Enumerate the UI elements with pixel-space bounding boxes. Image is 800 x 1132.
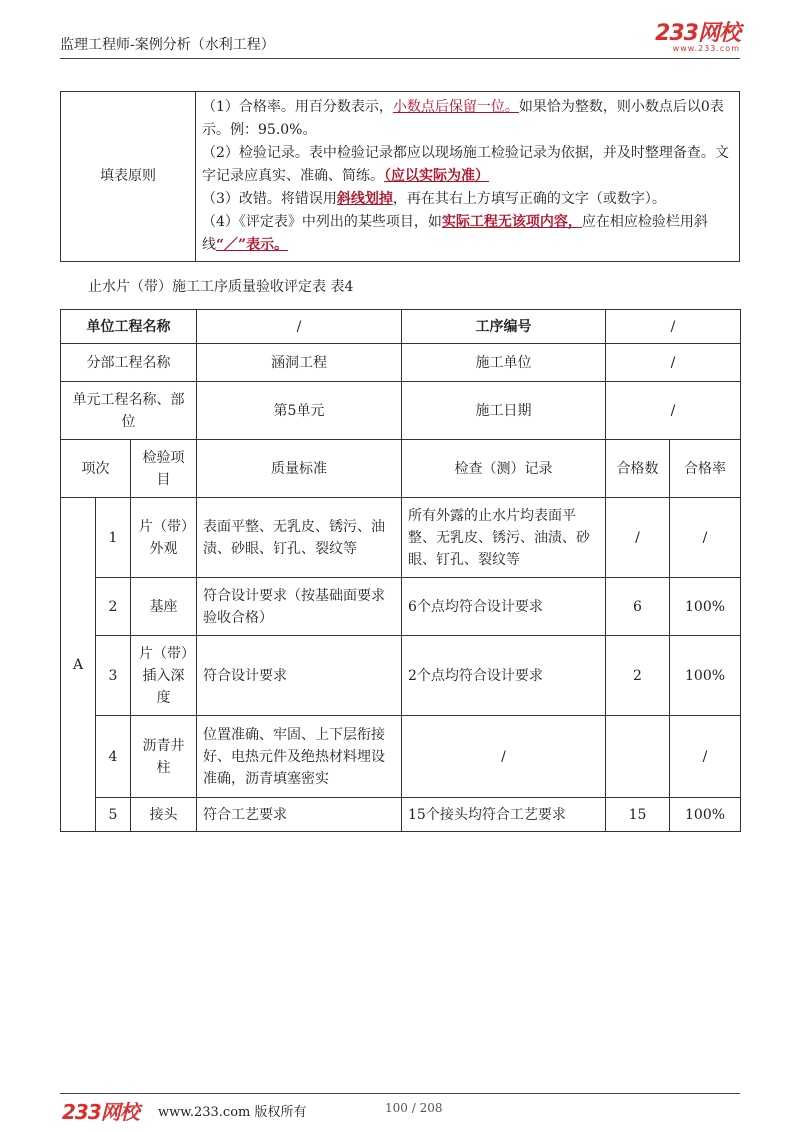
col-standard: 质量标准 bbox=[197, 440, 402, 498]
logo-text: 233网校 bbox=[655, 21, 740, 46]
principle-1: （1）合格率。用百分数表示，小数点后保留一位。如果恰为整数，则小数点后以0表示。例：95.0%。 bbox=[202, 99, 724, 138]
row-no: 5 bbox=[96, 798, 131, 832]
row-no: 4 bbox=[96, 716, 131, 798]
row-standard: 符合工艺要求 bbox=[197, 798, 402, 832]
row-record: 2个点均符合设计要求 bbox=[402, 636, 606, 716]
row-no: 3 bbox=[96, 636, 131, 716]
row-item: 基座 bbox=[131, 578, 197, 636]
footer-divider bbox=[60, 1093, 740, 1094]
principle-3: （3）改错。将错误用斜线划掉，再在其右上方填写正确的文字（或数字）。 bbox=[202, 191, 666, 207]
principles-content bbox=[196, 92, 740, 262]
fill-principles-table bbox=[60, 91, 740, 262]
row-item: 片（带）插入深度 bbox=[131, 636, 197, 716]
unit-value: / bbox=[197, 310, 402, 344]
date-label: 施工日期 bbox=[402, 382, 606, 440]
page-number: 100 / 208 bbox=[385, 1101, 443, 1115]
row-no: 1 bbox=[96, 498, 131, 578]
col-rate: 合格率 bbox=[670, 440, 741, 498]
row-qualified: / bbox=[606, 498, 670, 578]
principles-label: 填表原则 bbox=[61, 92, 196, 262]
info-row-element bbox=[61, 382, 741, 440]
brand-logo bbox=[655, 22, 740, 53]
info-row-division bbox=[61, 344, 741, 382]
table-caption: 止水片（带）施工工序质量验收评定表 表4 bbox=[88, 279, 354, 295]
row-item: 接头 bbox=[131, 798, 197, 832]
proc-value: / bbox=[606, 310, 741, 344]
row-standard: 符合设计要求 bbox=[197, 636, 402, 716]
footer-site: www.233.com 版权所有 bbox=[158, 1105, 307, 1120]
row-record: 所有外露的止水片均表面平整、无乳皮、锈污、油渍、砂眼、钉孔、裂纹等 bbox=[402, 498, 606, 578]
div-label: 分部工程名称 bbox=[61, 344, 197, 382]
row-rate: / bbox=[670, 498, 741, 578]
logo-url: www.233.com bbox=[672, 44, 740, 53]
unit-label: 单位工程名称 bbox=[61, 310, 197, 344]
column-header-row bbox=[61, 440, 741, 498]
row-standard: 位置准确、牢固、上下层衔接好、电热元件及绝热材料埋设准确，沥青填塞密实 bbox=[197, 716, 402, 798]
proc-label: 工序编号 bbox=[402, 310, 606, 344]
elem-label: 单元工程名称、部位 bbox=[61, 382, 197, 440]
row-no: 2 bbox=[96, 578, 131, 636]
row-qualified: 15 bbox=[606, 798, 670, 832]
row-standard: 符合设计要求（按基础面要求验收合格） bbox=[197, 578, 402, 636]
table-row bbox=[61, 578, 741, 636]
row-record: / bbox=[402, 716, 606, 798]
constr-label: 施工单位 bbox=[402, 344, 606, 382]
row-rate: / bbox=[670, 716, 741, 798]
row-standard: 表面平整、无乳皮、锈污、油渍、砂眼、钉孔、裂纹等 bbox=[197, 498, 402, 578]
group-label: A bbox=[61, 498, 96, 832]
row-qualified: 2 bbox=[606, 636, 670, 716]
info-row-unit bbox=[61, 310, 741, 344]
table-row bbox=[61, 498, 741, 578]
row-record: 15个接头均符合工艺要求 bbox=[402, 798, 606, 832]
elem-value: 第5单元 bbox=[197, 382, 402, 440]
row-rate: 100% bbox=[670, 798, 741, 832]
quality-evaluation-table bbox=[60, 309, 741, 832]
header-title: 监理工程师-案例分析（水利工程） bbox=[60, 37, 275, 53]
div-value: 涵洞工程 bbox=[197, 344, 402, 382]
table-row bbox=[61, 798, 741, 832]
constr-value: / bbox=[606, 344, 741, 382]
principle-4: （4）《评定表》中列出的某些项目，如实际工程无该项内容，应在相应检验栏用斜线“／”表示。 bbox=[202, 214, 708, 253]
col-record: 检查（测）记录 bbox=[402, 440, 606, 498]
col-qualified: 合格数 bbox=[606, 440, 670, 498]
table-row bbox=[61, 716, 741, 798]
row-qualified bbox=[606, 716, 670, 798]
row-rate: 100% bbox=[670, 578, 741, 636]
row-rate: 100% bbox=[670, 636, 741, 716]
principle-2: （2）检验记录。表中检验记录都应以现场施工检验记录为依据，并及时整理备查。文字记录应真实、准确、简练。（应以实际为准） bbox=[202, 145, 729, 184]
table-row bbox=[61, 636, 741, 716]
row-item: 片（带）外观 bbox=[131, 498, 197, 578]
page-header bbox=[60, 20, 740, 60]
header-divider bbox=[60, 58, 740, 59]
row-qualified: 6 bbox=[606, 578, 670, 636]
footer-logo: 233网校 bbox=[62, 1100, 139, 1124]
row-record: 6个点均符合设计要求 bbox=[402, 578, 606, 636]
date-value: / bbox=[606, 382, 741, 440]
col-inspect: 检验项目 bbox=[131, 440, 197, 498]
col-item: 项次 bbox=[61, 440, 131, 498]
row-item: 沥青井柱 bbox=[131, 716, 197, 798]
